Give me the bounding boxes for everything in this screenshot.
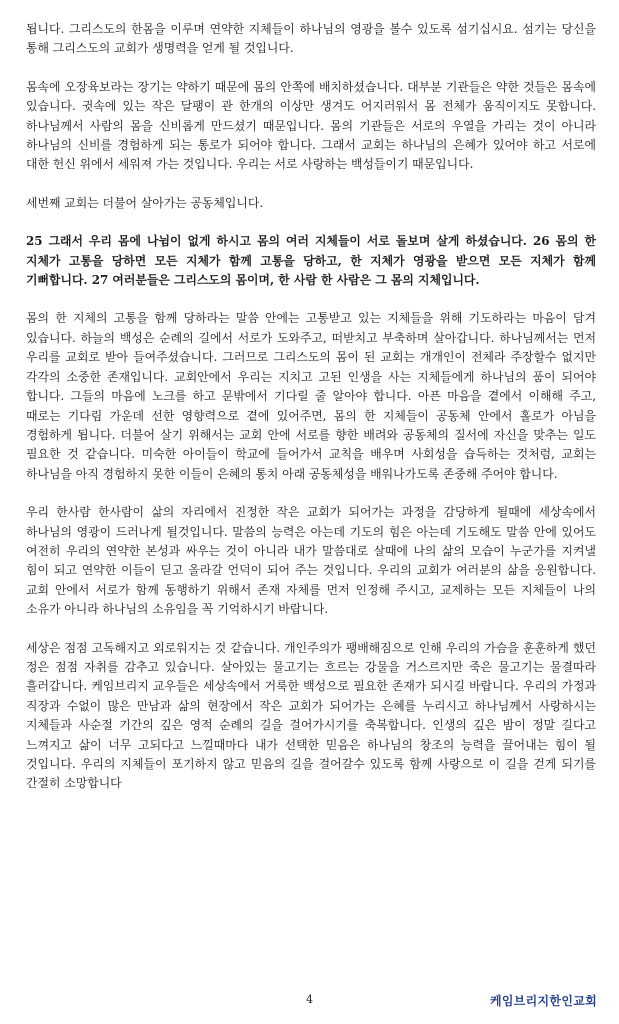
paragraph-1: 됩니다. 그리스도의 한몸을 이루며 연약한 지체들이 하나님의 영광을 볼수 있도록 섬기십시요. 섬기는 당신을 통해 그리스도의 교회가 생명력을 얻게 될 것입니다. — [26, 22, 596, 56]
paragraph-2: 몸속에 오장육보라는 장기는 약하기 때문에 몸의 안쪽에 배치하셨습니다. 대부분 기관들은 약한 것들은 몸속에 있습니다. 귓속에 있는 작은 달팽이 관 한개의 이상만 생겨도 어지러워서 몸 전체가 움직이지도 못합니다. 하나님께서 사람의 몸을 신비롭게 만드셨기 때문입니다. 몸의 기관들은 서로의 우열을 가리는 것이 아니라 하나님의 신비를 경험하게 되는 통로가 되어야 합니다. 그래서 교회는 하나님의 은혜가 있어야 하고 서로에 대한 헌신 위에서 세워져 가는 것입니다. 우리는 서로 사랑하는 백성들이기 때문입니다. — [26, 79, 596, 172]
paragraph-6: 우리 한사람 한사람이 삶의 자리에서 진정한 작은 교회가 되어가는 과정을 감당하게 될때에 세상속에서 하나님의 영광이 드러나게 될것입니다. 말씀의 능력은 아는데 기도의 힘은 아는데 기도해도 말씀 안에 있어도 여전히 우리의 연약한 본성과 싸우는 것이 아니라 내가 말씀대로 살때에 나의 삶의 모습이 누군가를 지켜낼 힘이 되고 연약한 이들이 딛고 올라갈 언덕이 되어 주는 것입니다. 우리의 교회가 여러분의 삶을 응원합니다. 교회 안에서 서로가 함께 동행하기 위해서 존재 자체를 먼저 인정해 주시고, 교제하는 모든 지체들이 나의 소유가 아니라 하나님의 소유임을 꼭 기억하시기 바랍니다. — [26, 505, 596, 617]
document-body — [26, 20, 596, 813]
scripture-paragraph: 25 그래서 우리 몸에 나뉨이 없게 하시고 몸의 여러 지체들이 서로 돌보며 살게 하셨습니다. 26 몸의 한 지체가 고통을 당하면 모든 지체가 함께 고통을 당하고, 한 지체가 영광을 받으면 모든 지체가 함께 기뻐합니다. 27 여러분들은 그리스도의 몸이며, 한 사람 한 사람은 그 몸의 지체입니다. — [26, 234, 596, 288]
church-name: 케임브리지한인교회 — [489, 994, 597, 1008]
paragraph-5: 몸의 한 지체의 고통을 함께 당하라는 말씀 안에는 고통받고 있는 지체들을 위해 기도하라는 마음이 담겨 있습니다. 하늘의 백성은 순례의 길에서 서로가 도와주고, 떠받치고 부축하며 살아갑니다. 하나님께서는 먼저 우리를 교회로 받아 들여주셨습니다. 그러므로 그리스도의 몸이 된 교회는 개개인이 전체라 주장할수 없지만 각각의 소중한 존재입니다. 교회안에서 우리는 지치고 고된 인생을 사는 지체들에게 하나님의 품이 되어야 합니다. 그들의 마음에 노크를 하고 문밖에서 기다릴 줄 알아야 합니다. 아픈 마음을 곁에서 이해해 주고, 때로는 기다림 가운데 선한 영향력으로 곁에 있어주면, 몸의 한 지체들이 공동체 안에서 홀로가 아님을 경험하게 됩니다. 더불어 살기 위해서는 교회 안에 서로를 향한 배려와 공동체의 질서에 자신을 맞추는 일도 필요한 것 같습니다. 미숙한 아이들이 학교에 들어가서 교칙을 배우며 사회성을 습득하는 것처럼, 교회는 하나님을 아직 경험하지 못한 이들이 은혜의 통치 아래 공동체성을 배워나가도록 존중해 주어야 합니다. — [26, 311, 596, 481]
paragraph-3: 세번째 교회는 더불어 살아가는 공동체입니다. — [26, 195, 264, 210]
page-number: 4 — [306, 993, 313, 1006]
paragraph-7: 세상은 점점 고독해지고 외로워지는 것 같습니다. 개인주의가 팽배해짐으로 인해 우리의 가슴을 훈훈하게 했던 정은 점점 자취를 감추고 있습니다. 살아있는 물고기는 흐르는 강물을 거스르지만 죽은 물고기는 물결따라 흘러갑니다. 케임브리지 교우들은 세상속에서 거룩한 백성으로 필요한 존재가 되시길 바랍니다. 우리의 가정과 직장과 수없이 많은 만남과 삶의 현장에서 작은 교회가 되어가는 은혜를 누리시고 하나님께서 사랑하시는 지체들과 사순절 기간의 깊은 영적 순례의 길을 걸어가시기를 축복합니다. 인생의 깊은 밤이 정말 길다고 느껴지고 삶이 너무 고되다고 느낄때마다 내가 선택한 믿음은 하나님의 창조의 능력을 끌어내는 힘이 될 것입니다. 우리의 지체들이 포기하지 않고 믿음의 길을 걸어갈수 있도록 함께 사랑으로 이 길을 걷게 되기를 간절히 소망합니다 — [26, 640, 596, 791]
